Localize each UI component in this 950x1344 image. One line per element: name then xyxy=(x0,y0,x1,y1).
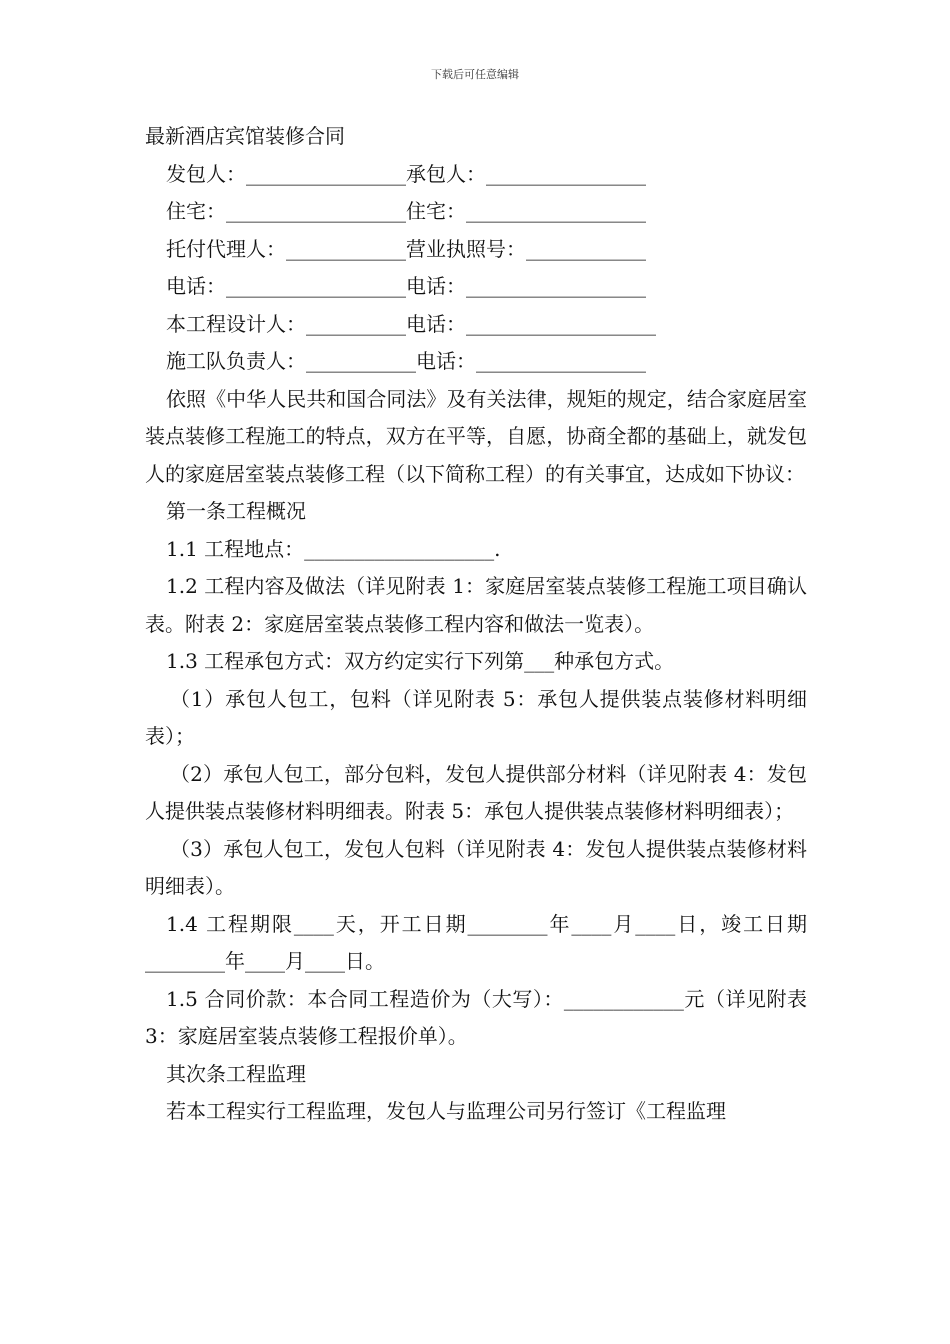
article-2-title: 其次条工程监理 xyxy=(166,1061,306,1086)
field-row-team-leader-phone: 施工队负责人：___________电话：_________________ xyxy=(166,349,646,373)
clause-1-3-option-1: （1）承包人包工，包料（详见附表 5：承包人提供装点装修材料明细表）； xyxy=(145,686,807,748)
clause-1-3-option-2: （2）承包人包工，部分包料，发包人提供部分材料（详见附表 4：发包人提供装点装修材料明细表。附表 5：承包人提供装点装修材料明细表）； xyxy=(145,761,807,823)
clause-1-5: 1.5 合同价款：本合同工程造价为（大写）：____________元（详见附表 3：家庭居室装点装修工程报价单）。 xyxy=(145,986,807,1048)
article-1-title: 第一条工程概况 xyxy=(166,499,306,523)
clause-1-2: 1.2 工程内容及做法（详见附表 1：家庭居室装点装修工程施工项目确认表。附表 2：家庭居室装点装修工程内容和做法一览表）。 xyxy=(145,574,807,636)
field-row-phone: 电话：__________________电话：__________________ xyxy=(166,274,646,298)
document-title: 最新酒店宾馆装修合同 xyxy=(145,124,345,148)
article-2-text: 若本工程实行工程监理，发包人与监理公司另行签订《工程监理 xyxy=(166,1099,726,1123)
clause-1-4: 1.4 工程期限____天，开工日期________年____月____日，竣工日期________年____月____日。 xyxy=(145,911,807,973)
clause-1-3-option-3: （3）承包人包工，发包人包料（详见附表 4：发包人提供装点装修材料明细表）。 xyxy=(145,836,807,898)
field-row-client-contractor: 发包人：________________承包人：________________ xyxy=(166,161,646,186)
field-row-agent-license: 托付代理人：____________营业执照号：____________ xyxy=(166,236,646,261)
field-row-designer-phone: 本工程设计人：__________电话：___________________ xyxy=(166,311,656,336)
contract-body xyxy=(145,118,807,1131)
field-row-residence: 住宅：__________________住宅：__________________ xyxy=(166,199,646,223)
clause-1-1: 1.1 工程地点：___________________. xyxy=(166,536,501,561)
page-header: 下载后可任意编辑 xyxy=(431,68,519,81)
intro-paragraph: 依照《中华人民共和国合同法》及有关法律，规矩的规定，结合家庭居室装点装修工程施工的特点，双方在平等，自愿，协商全都的基础上，就发包人的家庭居室装点装修工程（以下简称工程）的有关事宜，达成如下协议： xyxy=(145,386,807,486)
clause-1-3: 1.3 工程承包方式：双方约定实行下列第___种承包方式。 xyxy=(166,649,675,673)
